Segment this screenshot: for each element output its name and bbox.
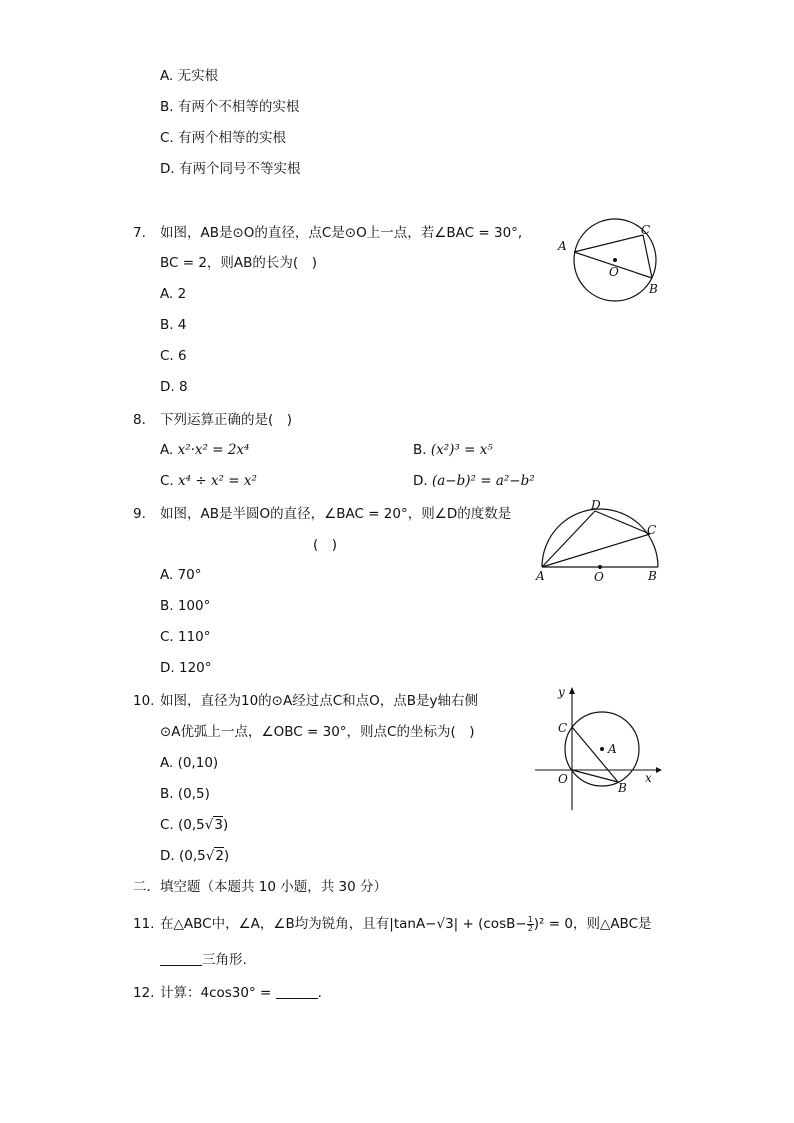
q9-number: 9.: [133, 506, 146, 522]
q12-number: 12.: [133, 985, 155, 1001]
q10-label-o: O: [558, 772, 568, 786]
q10-coordinate-figure: [530, 682, 666, 812]
q6-option-b: B. 有两个不相等的实根: [160, 99, 300, 115]
q10-number: 10.: [133, 693, 155, 709]
q10-text-line1: 如图，直径为10的⊙A经过点C和点O，点B是y轴右侧: [160, 693, 479, 709]
q11-fraction: $\frac{1}{2}$: [527, 914, 533, 933]
q8-option-a: A. x²·x² = 2x⁴: [160, 442, 250, 458]
q9-center-point: [598, 565, 602, 569]
q9-text-line2: ( ): [313, 537, 338, 553]
q8-number: 8.: [133, 412, 146, 428]
q7-number: 7.: [133, 225, 146, 241]
q7-text-line1: 如图，AB是⊙O的直径，点C是⊙O上一点，若∠BAC = 30°,: [160, 225, 523, 241]
q9-label-d: D: [591, 498, 601, 512]
q10-option-b: B. (0,5): [160, 786, 210, 802]
q10-label-y: y: [558, 685, 565, 699]
q7-center-point: [613, 258, 617, 262]
q9-option-c: C. 110°: [160, 629, 211, 645]
q8-option-b: B. (x²)³ = x⁵: [413, 442, 493, 458]
q7-label-a: A: [558, 239, 567, 253]
q10-x-arrow: [656, 767, 662, 773]
q7-option-d: D. 8: [160, 379, 188, 395]
q11-number: 11.: [133, 916, 155, 932]
q9-segment-dc: [595, 511, 650, 534]
q10-label-x: x: [645, 771, 652, 785]
q6-option-d: D. 有两个同号不等实根: [160, 161, 301, 177]
q7-label-o: O: [609, 265, 619, 279]
q9-semicircle-arc: [542, 509, 658, 567]
q9-label-b: B: [648, 569, 657, 583]
q9-label-o: O: [594, 570, 604, 584]
q10-center-point: [600, 747, 604, 751]
q10-y-arrow: [569, 687, 575, 694]
q9-option-a: A. 70°: [160, 567, 202, 583]
q7-label-b: B: [649, 282, 658, 296]
q9-text-line1: 如图，AB是半圆O的直径，∠BAC = 20°，则∠D的度数是: [160, 506, 512, 522]
q9-option-d: D. 120°: [160, 660, 212, 676]
q7-circle-figure: [555, 218, 665, 310]
q7-label-c: C: [641, 223, 651, 237]
q9-label-c: C: [647, 523, 657, 537]
q8-text: 下列运算正确的是( ): [160, 412, 293, 428]
q11-text-line2: 三角形.: [160, 951, 247, 969]
q10-label-b: B: [618, 781, 627, 795]
q7-segment-ac: [574, 235, 643, 252]
q7-text-line2: BC = 2，则AB的长为( ): [160, 255, 317, 271]
q12-answer-blank: [276, 985, 318, 999]
q7-option-a: A. 2: [160, 286, 187, 302]
q10-option-a: A. (0,10): [160, 755, 219, 771]
q8-option-c: C. x⁴ ÷ x² = x²: [160, 473, 257, 489]
q10-option-c: C. (0,5√3): [160, 817, 229, 833]
q7-option-c: C. 6: [160, 348, 187, 364]
q11-text-line1: 在△ABC中，∠A，∠B均为锐角，且有|tanA−√3| + (cosB− $\frac{1}{2}$ )² = 0，则△ABC是: [160, 914, 652, 933]
q10-option-d: D. (0,5√2): [160, 848, 230, 864]
q9-label-a: A: [536, 569, 545, 583]
q10-segment-ob: [572, 770, 618, 782]
q10-text-line2: ⊙A优弧上一点，∠OBC = 30°，则点C的坐标为( ): [160, 724, 475, 740]
q7-segment-cb: [643, 235, 652, 278]
q9-semicircle-figure: [532, 496, 668, 586]
q6-option-c: C. 有两个相等的实根: [160, 130, 287, 146]
q8-option-d: D. (a−b)² = a²−b²: [413, 473, 535, 489]
q9-option-b: B. 100°: [160, 598, 211, 614]
section-2-heading: 二．填空题（本题共 10 小题，共 30 分）: [133, 879, 388, 895]
q7-option-b: B. 4: [160, 317, 187, 333]
q10-label-c: C: [558, 721, 568, 735]
q6-option-a: A. 无实根: [160, 68, 219, 84]
q12-text: 计算：4cos30° = .: [160, 985, 322, 1001]
q10-label-a: A: [608, 742, 617, 756]
q11-answer-blank: [160, 952, 202, 966]
